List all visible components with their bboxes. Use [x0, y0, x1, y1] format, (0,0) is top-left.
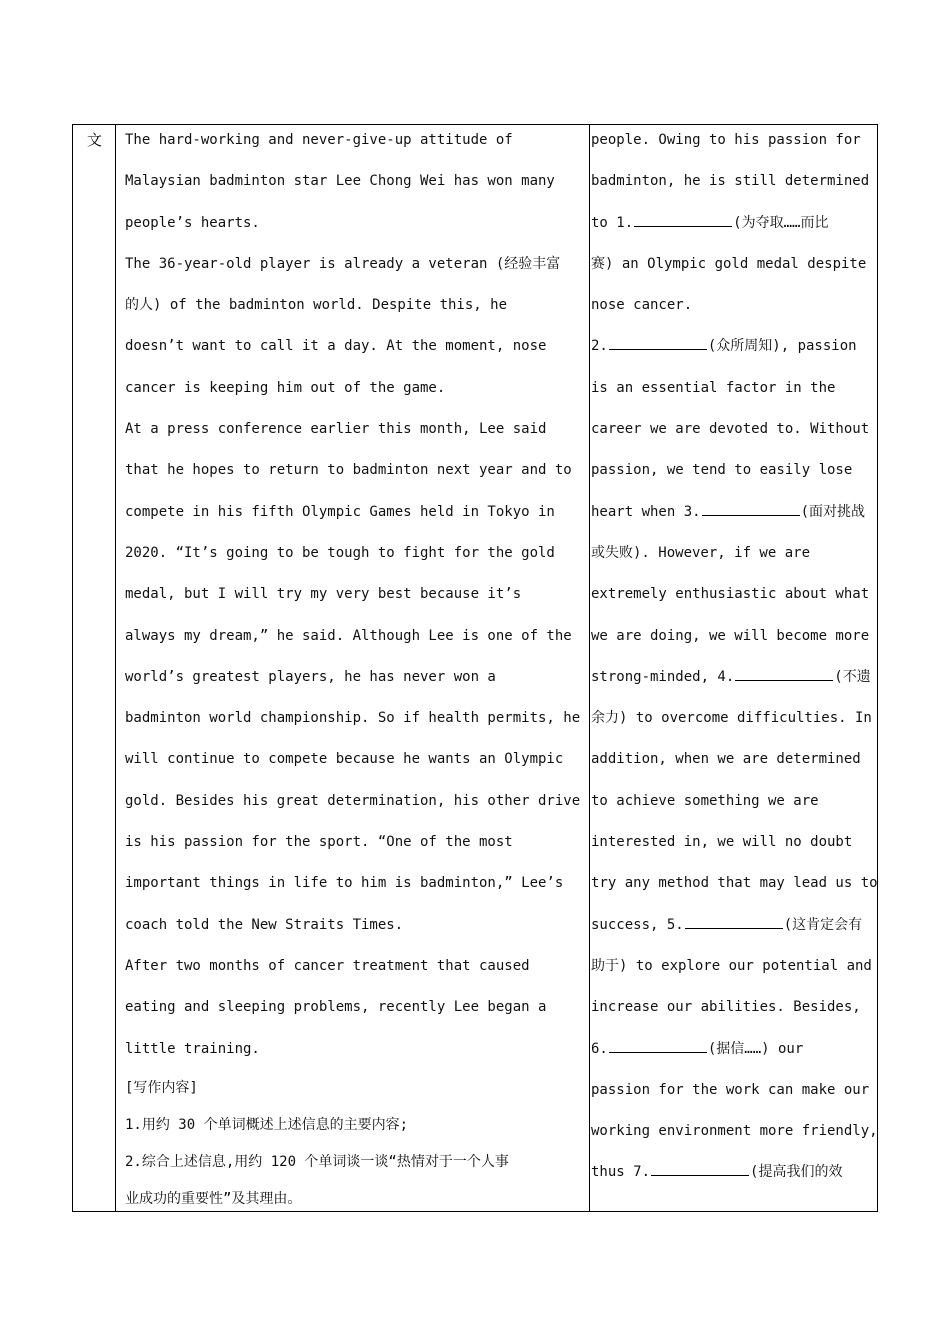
passage-line: 业成功的重要性”及其理由。: [125, 1190, 302, 1207]
line-text: to 1.: [591, 214, 634, 231]
line-hint: (提高我们的效: [750, 1164, 843, 1181]
passage-line: [591, 120, 877, 161]
line-hint: (这肯定会有: [783, 916, 863, 933]
passage-line: [591, 1070, 877, 1111]
passage-line: [591, 368, 877, 409]
passage-line: [591, 409, 877, 450]
line-hint: (面对挑战: [800, 503, 866, 520]
line-text: 助于) to explore our potential and: [591, 957, 872, 974]
fill-in-passage: [591, 120, 877, 1194]
passage-line: The 36-year-old player is already a veteran (经验丰富: [125, 255, 561, 272]
reading-passage: [125, 120, 585, 1218]
passage-line: [591, 987, 877, 1028]
passage-line: At a press conference earlier this month, Lee said: [125, 421, 547, 438]
passage-line: [591, 863, 877, 904]
passage-line: [591, 1111, 877, 1152]
passage-line: always my dream,” he said. Although Lee is one of the: [125, 627, 572, 644]
fill-blank-line: [591, 326, 877, 367]
fill-blank-line: [591, 657, 877, 698]
line-text: 2.: [591, 338, 608, 355]
line-text: we are doing, we will become more: [591, 627, 870, 644]
passage-line: little training.: [125, 1040, 260, 1057]
passage-line: [591, 244, 877, 285]
passage-line: gold. Besides his great determination, his other drive: [125, 792, 581, 809]
line-text: strong-minded, 4.: [591, 668, 735, 685]
passage-line: 的人) of the badminton world. Despite this, he: [125, 297, 508, 314]
passage-line: [591, 285, 877, 326]
passage-line: world’s greatest players, he has never won a: [125, 668, 496, 685]
line-text: badminton, he is still determined: [591, 173, 870, 190]
passage-line: people’s hearts.: [125, 214, 260, 231]
row-label: 文: [87, 131, 103, 149]
passage-line: [591, 161, 877, 202]
fill-blank-line: [591, 1029, 877, 1070]
line-hint: (为夺取……而比: [733, 214, 829, 231]
passage-line: 1.用约 30 个单词概述上述信息的主要内容;: [125, 1116, 408, 1133]
passage-line: important things in life to him is badminton,” Lee’s: [125, 875, 564, 892]
passage-line: [591, 698, 877, 739]
fill-blank-line: [591, 492, 877, 533]
line-text: extremely enthusiastic about what: [591, 586, 870, 603]
passage-line: compete in his fifth Olympic Games held in Tokyo in: [125, 503, 555, 520]
line-text: 余力) to overcome difficulties. In: [591, 710, 872, 727]
line-hint: (不遗: [834, 668, 871, 685]
line-text: is an essential factor in the: [591, 379, 836, 396]
line-text: 或失败). However, if we are: [591, 544, 811, 561]
line-text: 赛) an Olympic gold medal despite: [591, 255, 867, 272]
line-text: interested in, we will no doubt: [591, 834, 853, 851]
fill-blank-line: [591, 1152, 877, 1193]
passage-line: [591, 946, 877, 987]
line-text: passion, we tend to easily lose: [591, 462, 853, 479]
passage-line: [写作内容]: [125, 1079, 198, 1096]
column-divider-right: [589, 125, 590, 1211]
passage-line: After two months of cancer treatment that caused: [125, 957, 530, 974]
passage-line: 2.综合上述信息,用约 120 个单词谈一谈“热情对于一个人事: [125, 1153, 509, 1170]
line-text: increase our abilities. Besides,: [591, 999, 861, 1016]
answer-blank[interactable]: [651, 1161, 749, 1176]
passage-line: [591, 822, 877, 863]
passage-line: [591, 781, 877, 822]
line-hint: (据信……) our: [707, 1040, 804, 1057]
passage-line: doesn’t want to call it a day. At the moment, nose: [125, 338, 547, 355]
passage-line: [591, 450, 877, 491]
passage-line: will continue to compete because he wants an Olympic: [125, 751, 564, 768]
passage-line: cancer is keeping him out of the game.: [125, 379, 446, 396]
line-text: passion for the work can make our: [591, 1081, 870, 1098]
line-text: success, 5.: [591, 916, 684, 933]
passage-line: 2020. “It’s going to be tough to fight for the gold: [125, 544, 555, 561]
passage-line: Malaysian badminton star Lee Chong Wei has won many: [125, 173, 555, 190]
answer-blank[interactable]: [735, 666, 833, 681]
passage-line: that he hopes to return to badminton next year and to: [125, 462, 572, 479]
passage-line: [591, 616, 877, 657]
line-hint: (众所周知), passion: [707, 338, 857, 355]
answer-blank[interactable]: [609, 1038, 707, 1053]
line-text: 6.: [591, 1040, 608, 1057]
passage-line: eating and sleeping problems, recently Lee began a: [125, 999, 547, 1016]
column-divider-left: [115, 125, 116, 1211]
line-text: heart when 3.: [591, 503, 701, 520]
passage-line: [591, 533, 877, 574]
fill-blank-line: [591, 203, 877, 244]
line-text: to achieve something we are: [591, 792, 819, 809]
line-text: try any method that may lead us to: [591, 875, 878, 892]
answer-blank[interactable]: [609, 335, 707, 350]
line-text: people. Owing to his passion for: [591, 132, 861, 148]
answer-blank[interactable]: [685, 914, 783, 929]
worksheet-table: [72, 124, 878, 1212]
passage-line: medal, but I will try my very best because it’s: [125, 586, 522, 603]
passage-line: coach told the New Straits Times.: [125, 916, 404, 933]
passage-line: is his passion for the sport. “One of the most: [125, 834, 513, 851]
passage-line: badminton world championship. So if health permits, he: [125, 710, 581, 727]
answer-blank[interactable]: [702, 501, 800, 516]
line-text: career we are devoted to. Without: [591, 421, 870, 438]
passage-line: [591, 739, 877, 780]
fill-blank-line: [591, 905, 877, 946]
line-text: addition, when we are determined: [591, 751, 861, 768]
line-text: nose cancer.: [591, 297, 693, 314]
passage-line: The hard-working and never-give-up attitude of: [125, 132, 513, 148]
answer-blank[interactable]: [634, 212, 732, 227]
line-text: thus 7.: [591, 1164, 651, 1181]
line-text: working environment more friendly,: [591, 1123, 878, 1140]
passage-line: [591, 574, 877, 615]
